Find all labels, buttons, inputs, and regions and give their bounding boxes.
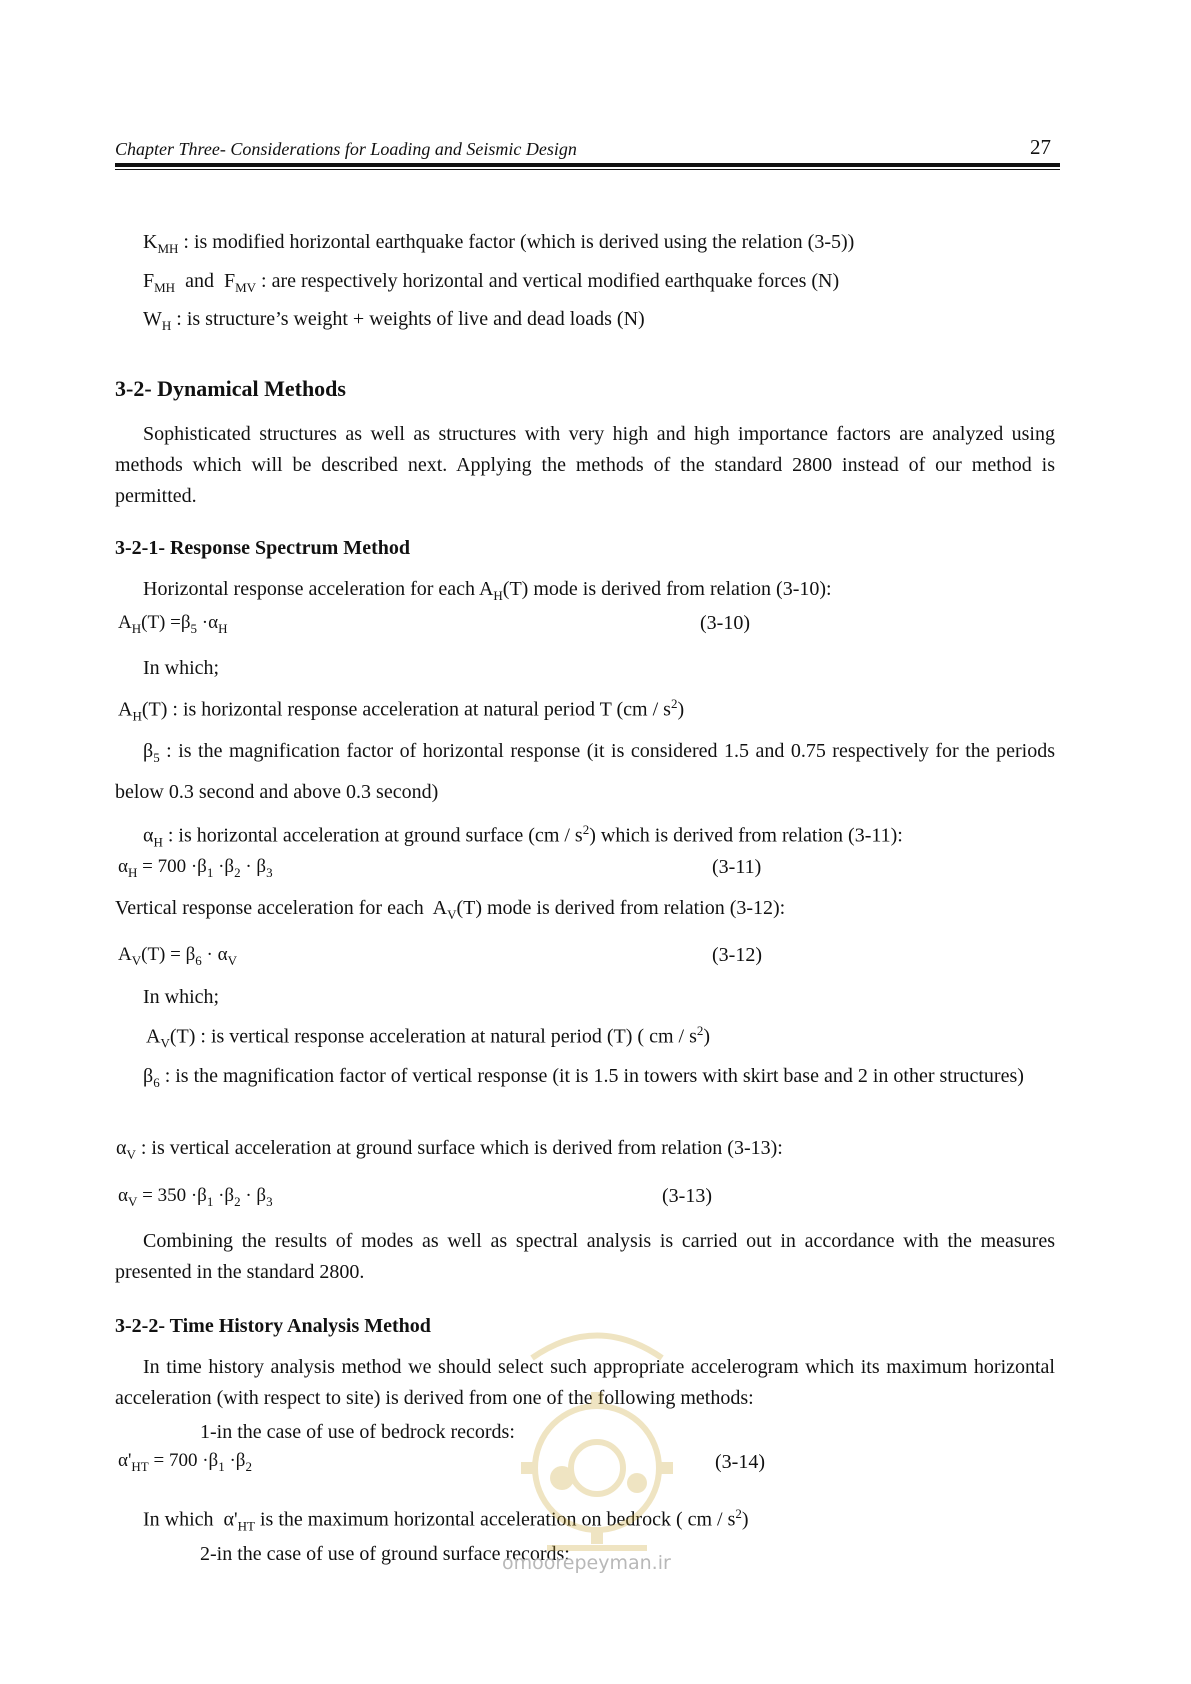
running-header-title: Chapter Three- Considerations for Loading and Seismic Design	[115, 139, 577, 159]
equation-number-3-13: (3-13)	[662, 1185, 712, 1207]
kmh-definition: $K_{MH}$ : is modified horizontal earthquake factor (which is derived using the relation (3-5))	[143, 231, 855, 256]
section-heading-3-2-1: 3-2-1- Response Spectrum Method	[115, 537, 410, 559]
header-rule-thin	[115, 169, 1060, 170]
equation-number-3-12: (3-12)	[712, 944, 762, 966]
alpha-v-definition: $\alpha_V$ : is vertical acceleration at ground surface which is derived from relation (3-13):	[116, 1137, 783, 1162]
equation-3-10: $A_H(T) =\beta_5 \cdot\alpha_H$	[118, 612, 228, 636]
equation-3-11: $\alpha_H = 700 \cdot\beta_1 \cdot\beta_2 \cdot \beta_3$	[118, 856, 273, 880]
list-item-ground-surface: 2-in the case of use of ground surface records:	[200, 1543, 570, 1565]
paragraph-combining: Combining the results of modes as well as spectral analysis is carried out in accordance with the measures presented in the standard 2800.	[115, 1230, 1055, 1283]
header-rule-thick	[115, 163, 1060, 167]
wh-definition: $W_H$ : is structure’s weight + weights of live and dead loads (N)	[143, 308, 645, 333]
equation-number-3-10: (3-10)	[700, 612, 750, 634]
equation-number-3-14: (3-14)	[715, 1451, 765, 1473]
beta6-definition: $\beta_6$ : is the magnification factor of vertical response (it is 1.5 in towers with skirt base and 2 in other structures)	[143, 1065, 1024, 1090]
equation-3-12: $A_V(T) = \beta_6 \cdot \alpha_V$	[118, 944, 237, 968]
watermark-text: omoorepeyman.ir	[502, 1552, 671, 1574]
in-which-label-2: In which;	[143, 986, 220, 1008]
av-definition: $A_V(T)$ : is vertical response acceleration at natural period (T) ( cm / $s^2$)	[146, 1023, 711, 1051]
equation-3-14: $\alpha'_{HT} = 700 \cdot\beta_1 \cdot\beta_2$	[118, 1450, 252, 1474]
alpha-prime-ht-definition: In which $\alpha'_{HT}$ is the maximum horizontal acceleration on bedrock ( cm / $s^2$)	[143, 1506, 749, 1534]
ah-definition: $A_H(T)$ : is horizontal response acceleration at natural period T $(cm / s^2)$	[118, 696, 685, 724]
section-heading-3-2-2: 3-2-2- Time History Analysis Method	[115, 1315, 431, 1337]
paragraph-time-history: In time history analysis method we should select such appropriate accelerogram which its maximum horizontal acceleration (with respect to site) is derived from one of the following methods:	[115, 1356, 1055, 1409]
fmh-fmv-definition: $F_{MH}$ and $F_{MV}$ : are respectively horizontal and vertical modified earthquake forces (N)	[143, 270, 840, 295]
alpha-h-definition: $\alpha_H$ : is horizontal acceleration at ground surface $(cm / s^2)$ which is derived from relation (3-11):	[143, 822, 903, 850]
paragraph-dynamical-methods: Sophisticated structures as well as structures with very high and high importance factors are analyzed using methods which will be described next. Applying the methods of the standard 2800 instead of our method is permitted.	[115, 423, 1055, 507]
vertical-intro: Vertical response acceleration for each $A_V(T)$ mode is derived from relation (3-12):	[115, 897, 786, 922]
in-which-label-1: In which;	[143, 657, 220, 679]
list-item-bedrock: 1-in the case of use of bedrock records:	[200, 1421, 515, 1443]
page-number: 27	[1030, 135, 1051, 159]
watermark-gear-logo	[492, 1318, 702, 1578]
equation-3-13: $\alpha_V = 350 \cdot\beta_1 \cdot\beta_2 \cdot \beta_3$	[118, 1185, 273, 1209]
beta5-definition: $\beta_5$ : is the magnification factor of horizontal response (it is considered 1.5 and 0.75 respectively for the periods below 0.3 second and above 0.3 second)	[115, 740, 1055, 803]
equation-number-3-11: (3-11)	[712, 856, 762, 878]
horizontal-intro: Horizontal response acceleration for each $A_H(T)$ mode is derived from relation (3-10):	[143, 578, 832, 603]
section-heading-3-2: 3-2- Dynamical Methods	[115, 376, 346, 401]
